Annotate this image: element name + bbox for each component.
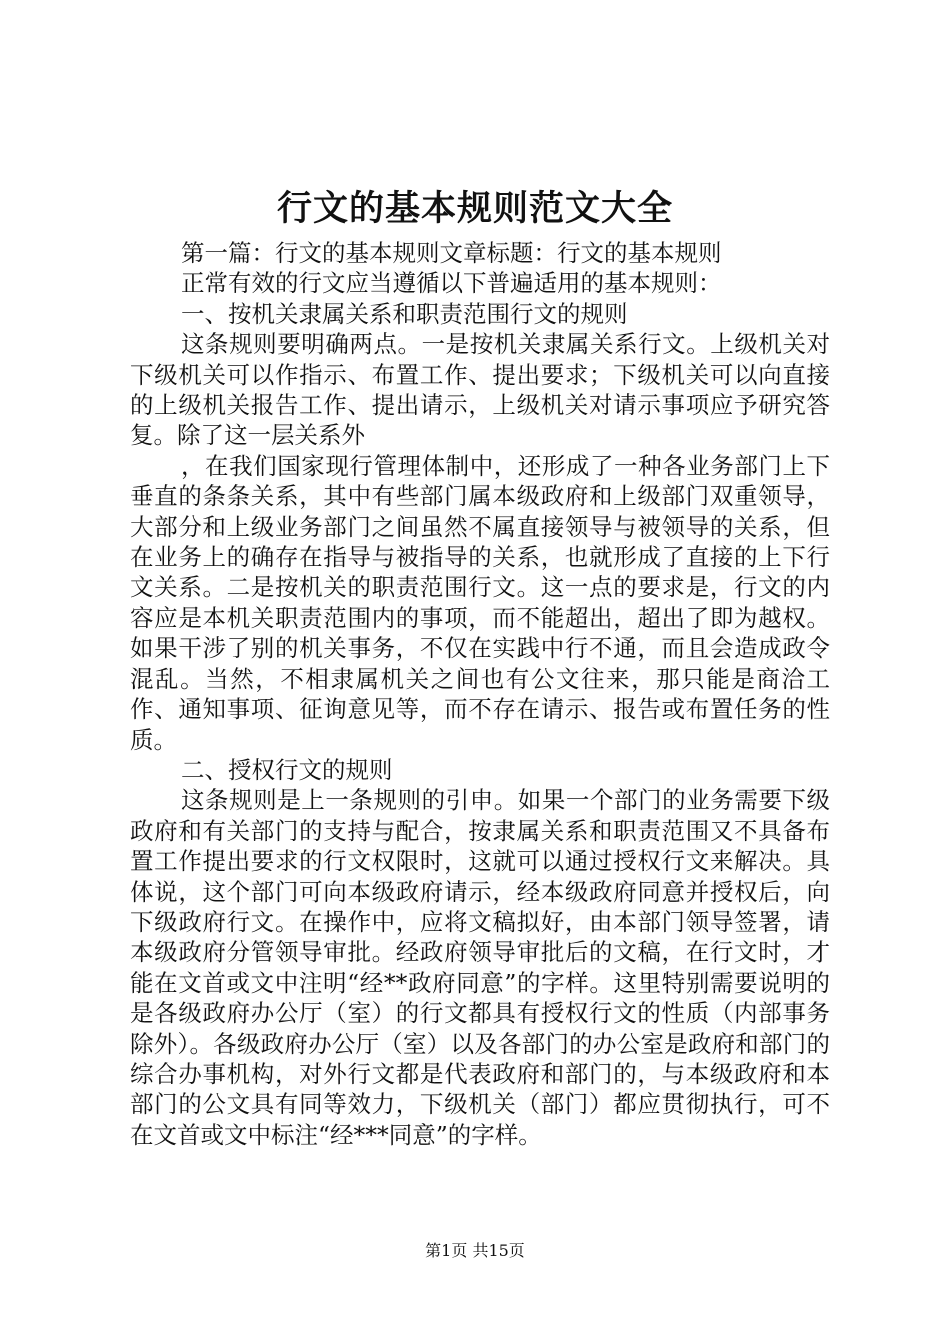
paragraph-chapter-heading: 第一篇：行文的基本规则文章标题：行文的基本规则 [181,239,722,267]
section-heading-2: 二、授权行文的规则 [181,755,393,784]
document-body [130,238,830,1150]
section-heading-1: 一、按机关隶属关系和职责范围行文的规则 [181,299,628,328]
document-title: 行文的基本规则范文大全 [276,188,673,229]
paragraph-intro: 正常有效的行文应当遵循以下普遍适用的基本规则： [181,269,722,298]
page-footer: 第1页 共15页 [425,1241,525,1260]
paragraph-body: 这条规则是上一条规则的引申。如果一个部门的业务需要下级政府和有关部门的支持与配合，按隶属关系和职责范围又不具备布置工作提出要求的行文权限时，这就可以通过授权行文来解决。具体说，这个部门可向本级政府请示，经本级政府同意并授权后，向下级政府行文。在操作中，应将文稿拟好，由本部门领导签署，请本级政府分管领导审批。经政府领导审批后的文稿，在行文时，才能在文首或文中注明“经**政府同意”的字样。这里特别需要说明的是各级政府办公厅（室）的行文都具有授权行文的性质（内部事务除外）。各级政府办公厅（室）以及各部门的办公室是政府和部门的综合办事机构，对外行文都是代表政府和部门的，与本级政府和本部门的公文具有同等效力，下级机关（部门）都应贯彻执行，可不在文首或文中标注“经***同意”的字样。 [130,786,830,1149]
paragraph-body: 这条规则要明确两点。一是按机关隶属关系行文。上级机关对下级机关可以作指示、布置工作、提出要求；下级机关可以向直接的上级机关报告工作、提出请示，上级机关对请示事项应予研究答复。除了这一层关系外 [130,330,830,450]
paragraph-body: ，在我们国家现行管理体制中，还形成了一种各业务部门上下垂直的条条关系，其中有些部门属本级政府和上级部门双重领导，大部分和上级业务部门之间虽然不属直接领导与被领导的关系，但在业务上的确存在指导与被指导的关系，也就形成了直接的上下行文关系。二是按机关的职责范围行文。这一点的要求是，行文的内容应是本机关职责范围内的事项，而不能超出，超出了即为越权。如果干涉了别的机关事务，不仅在实践中行不通，而且会造成政令混乱。当然，不相隶属机关之间也有公文往来，那只能是商洽工作、通知事项、征询意见等，而不存在请示、报告或布置任务的性质。 [130,451,830,754]
